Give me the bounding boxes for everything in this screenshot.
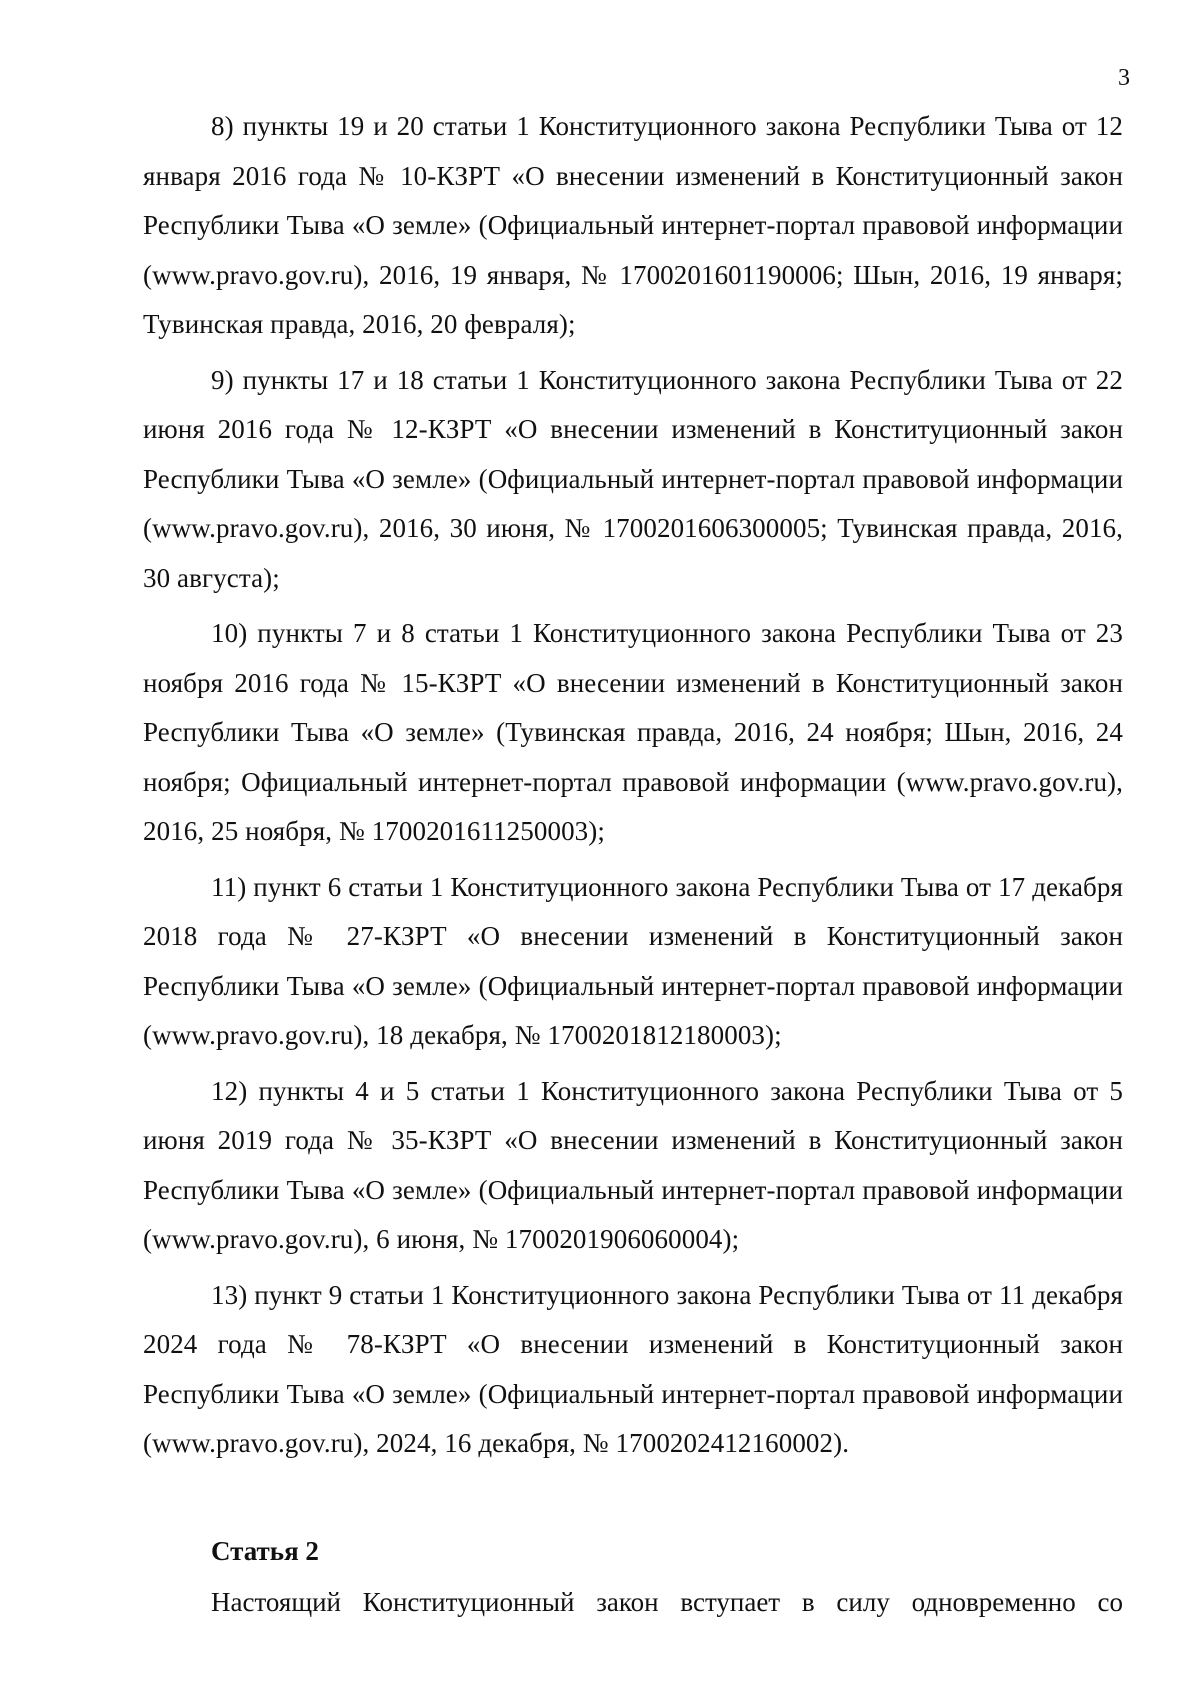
article-text: Настоящий Конституционный закон вступает в силу одновременно со <box>211 1587 1123 1617</box>
list-item: 10) пункты 7 и 8 статьи 1 Конституционного закона Республики Тыва от 23 ноября 2016 года № 15-КЗРТ «О внесении изменений в Конституционный закон Республики Тыва «О земле» (Тувинская правда, 2016, 24 ноября; Шын, 2016, 24 ноября; Официальный интернет-портал правовой информации (www.pravo.gov.ru), 2016, 25 ноября, № 1700201611250003); <box>143 618 1123 846</box>
list-item: 13) пункт 9 статьи 1 Конституционного закона Республики Тыва от 11 декабря 2024 года № 78-КЗРТ «О внесении изменений в Конституционный закон Республики Тыва «О земле» (Официальный интернет-портал правовой информации (www.pravo.gov.ru), 2024, 16 декабря, № 1700202412160002). <box>143 1279 1123 1458</box>
page-number: 3 <box>1118 65 1130 91</box>
list-item: 8) пункты 19 и 20 статьи 1 Конституционного закона Республики Тыва от 12 января 2016 года № 10-КЗРТ «О внесении изменений в Конституционный закон Республики Тыва «О земле» (Официальный интернет-портал правовой информации (www.pravo.gov.ru), 2016, 19 января, № 1700201601190006; Шын, 2016, 19 января; Тувинская правда, 2016, 20 февраля); <box>143 111 1123 339</box>
document-body <box>143 102 1123 1628</box>
list-item: 11) пункт 6 статьи 1 Конституционного закона Республики Тыва от 17 декабря 2018 года № 27-КЗРТ «О внесении изменений в Конституционный закон Республики Тыва «О земле» (Официальный интернет-портал правовой информации (www.pravo.gov.ru), 18 декабря, № 1700201812180003); <box>143 871 1123 1050</box>
list-item: 12) пункты 4 и 5 статьи 1 Конституционного закона Республики Тыва от 5 июня 2019 года № 35-КЗРТ «О внесении изменений в Конституционный закон Республики Тыва «О земле» (Официальный интернет-портал правовой информации (www.pravo.gov.ru), 6 июня, № 1700201906060004); <box>143 1075 1123 1254</box>
list-item: 9) пункты 17 и 18 статьи 1 Конституционного закона Республики Тыва от 22 июня 2016 года № 12-КЗРТ «О внесении изменений в Конституционный закон Республики Тыва «О земле» (Официальный интернет-портал правовой информации (www.pravo.gov.ru), 2016, 30 июня, № 1700201606300005; Тувинская правда, 2016, 30 августа); <box>143 364 1123 593</box>
article-heading: Статья 2 <box>211 1535 319 1566</box>
